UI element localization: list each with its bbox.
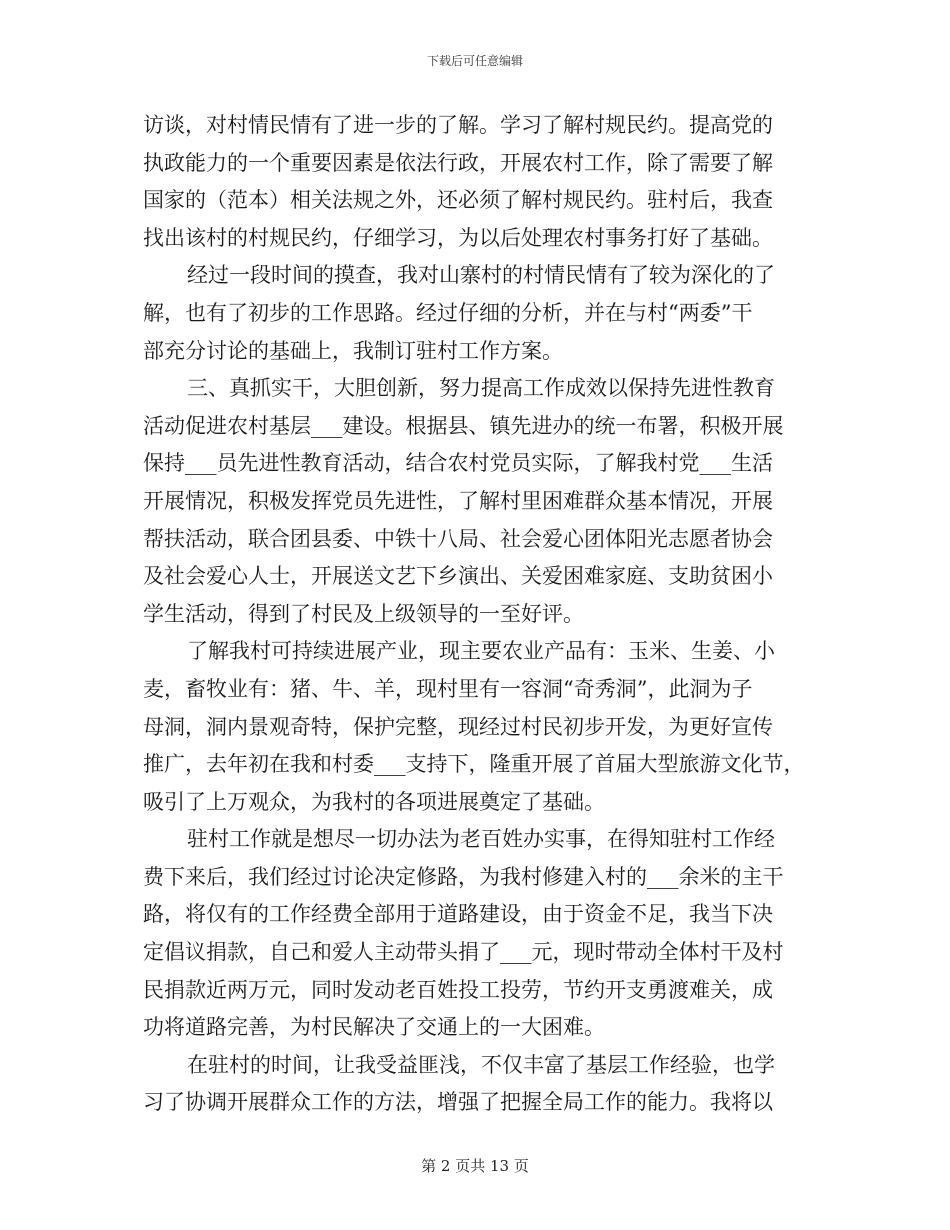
document-body <box>143 107 815 1122</box>
text-line: 驻村工作就是想尽一切办法为老百姓办实事，在得知驻村工作经 <box>187 827 775 852</box>
text-line: 了解我村可持续进展产业，现主要农业产品有：玉米、生姜、小 <box>187 639 775 664</box>
text-line: 保持___员先进性教育活动，结合农村党员实际，了解我村党___生活 <box>143 451 773 476</box>
text-line: 习了协调开展群众工作的方法，增强了把握全局工作的能力。我将以 <box>143 1090 773 1115</box>
text-line: 找出该村的村规民约，仔细学习，为以后处理农村事务打好了基础。 <box>143 225 773 250</box>
text-line: 三、真抓实干，大胆创新，努力提高工作成效以保持先进性教育 <box>187 376 775 401</box>
text-line: 定倡议捐款，自己和爱人主动带头捐了___元，现时带动全体村干及村 <box>143 940 784 965</box>
text-line: 访谈，对村情民情有了进一步的了解。学习了解村规民约。提高党的 <box>143 113 773 137</box>
page-header: 下载后可任意编辑 <box>426 54 523 68</box>
text-line: 解，也有了初步的工作思路。经过仔细的分析，并在与村“两委”干 <box>143 300 753 325</box>
text-line: 吸引了上万观众，为我村的各项进展奠定了基础。 <box>143 789 605 814</box>
text-line: 及社会爱心人士，开展送文艺下乡演出、关爱困难家庭、支助贫困小 <box>143 564 773 589</box>
text-line: 部充分讨论的基础上，我制订驻村工作方案。 <box>143 338 563 363</box>
text-line: 学生活动，得到了村民及上级领导的一至好评。 <box>143 601 584 626</box>
text-line: 在驻村的时间，让我受益匪浅，不仅丰富了基层工作经验，也学 <box>187 1052 775 1077</box>
text-line: 帮扶活动，联合团县委、中铁十八局、社会爱心团体阳光志愿者协会 <box>143 526 773 551</box>
text-line: 执政能力的一个重要因素是依法行政，开展农村工作，除了需要了解 <box>143 150 773 175</box>
text-line: 经过一段时间的摸查，我对山寨村的村情民情有了较为深化的了 <box>187 263 775 288</box>
page-footer: 第 2 页共 13 页 <box>421 1157 529 1175</box>
text-line: 活动促进农村基层___建设。根据县、镇先进办的统一布署，积极开展 <box>143 413 784 438</box>
text-line: 国家的（范本）相关法规之外，还必须了解村规民约。驻村后，我查 <box>143 188 773 213</box>
text-line: 费下来后，我们经过讨论决定修路，为我村修建入村的___余米的主干 <box>143 864 784 889</box>
text-line: 民捐款近两万元，同时发动老百姓投工投劳，节约开支勇渡难关，成 <box>143 977 773 1002</box>
text-line: 推广，去年初在我和村委___支持下，隆重开展了首届大型旅游文化节， <box>143 752 805 777</box>
text-line: 开展情况，积极发挥党员先进性，了解村里困难群众基本情况，开展 <box>143 488 773 513</box>
text-line: 路，将仅有的工作经费全部用于道路建设，由于资金不足，我当下决 <box>143 902 773 927</box>
text-line: 功将道路完善，为村民解决了交通上的一大困难。 <box>143 1015 605 1040</box>
text-line: 母洞，洞内景观奇特，保护完整，现经过村民初步开发，为更好宣传 <box>143 714 773 739</box>
text-line: 麦，畜牧业有：猪、牛、羊，现村里有一容洞“奇秀洞”，此洞为子 <box>143 676 753 701</box>
